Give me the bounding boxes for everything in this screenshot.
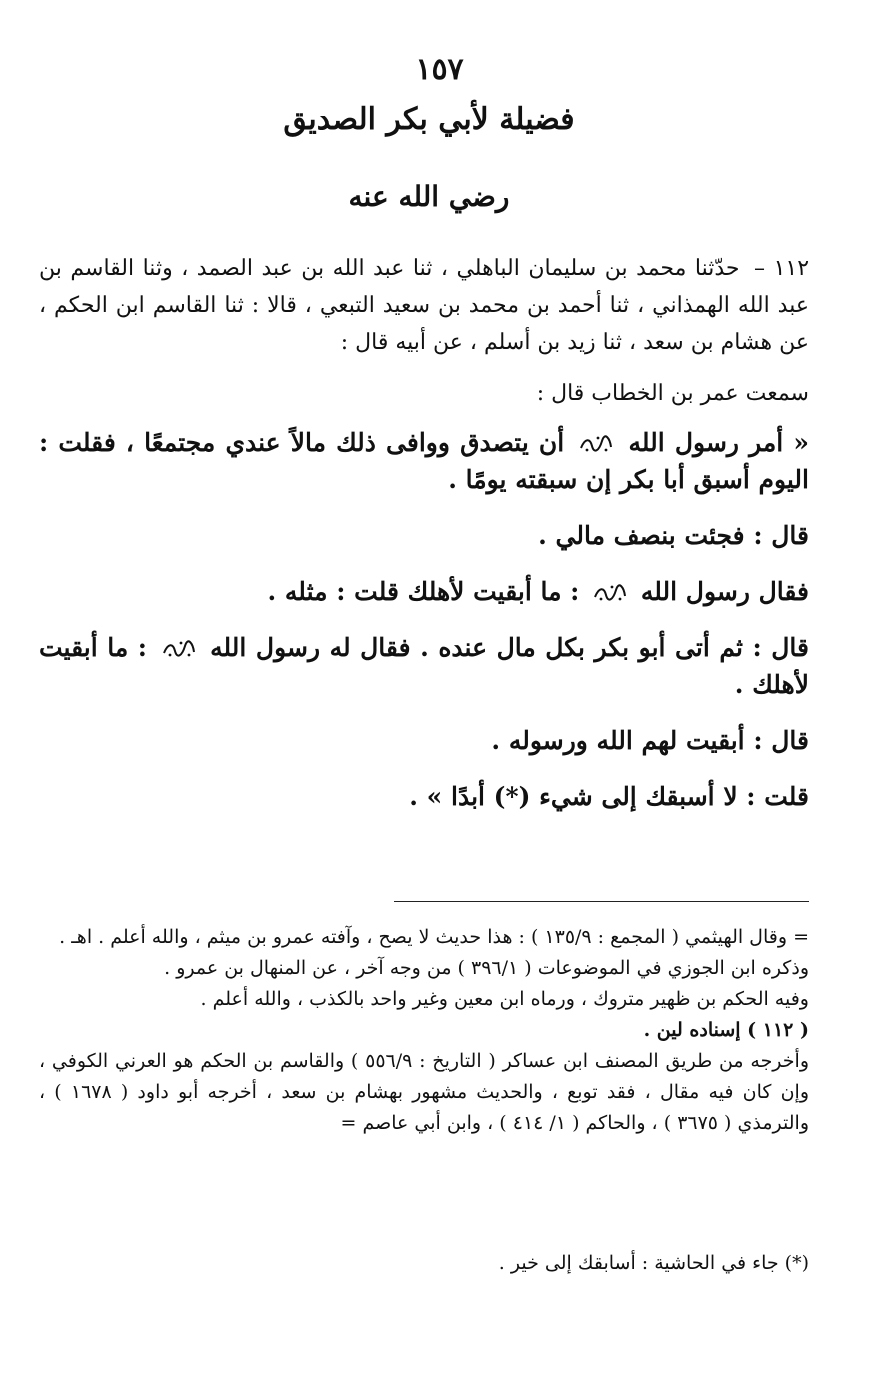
matn-p3-before: فقال رسول الله (640, 577, 809, 606)
salla-ligature-icon (592, 583, 628, 603)
matn-paragraph-1 (39, 424, 809, 498)
matn-paragraph-5: قال : أبقيت لهم الله ورسوله . (491, 726, 809, 755)
footnotes (39, 922, 809, 1139)
footnote-line: = وقال الهيثمي ( المجمع : ١٣٥/٩ ) : هذا حديث لا يصح ، وآفته عمرو بن ميثم ، والله أعلم . اهـ . (59, 926, 809, 948)
matn-paragraph-3 (39, 573, 809, 610)
matn-p4-before: قال : ثم أتى أبو بكر بكل مال عنده . فقال له رسول الله (210, 633, 809, 662)
hadith-number: ١١٢ – (754, 256, 810, 281)
salla-ligature-icon (578, 434, 614, 454)
starred-footnote: (*) جاء في الحاشية : أسابقك إلى خير . (498, 1252, 809, 1274)
hadith-intro: سمعت عمر بن الخطاب قال : (536, 381, 809, 406)
matn-p4-after: : ما أبقيت لأهلك . (39, 633, 809, 699)
footnote-line: وفيه الحكم بن ظهير متروك ، ورماه ابن معين وغير واحد بالكذب ، والله أعلم . (200, 988, 809, 1010)
chapter-subtitle: رضي الله عنه (348, 180, 510, 213)
footnote-divider (394, 901, 809, 902)
isnad-text: حدّثنا محمد بن سليمان الباهلي ، ثنا عبد الله بن عبد الصمد ، وثنا القاسم بن عبد الله الهمذاني ، ثنا أحمد بن محمد بن سعيد التبعي ، قالا : ثنا القاسم ابن الحكم ، عن هشام بن سعد ، ثنا زيد بن أسلم ، عن أبيه قال : (39, 256, 809, 355)
matn-paragraph-2: قال : فجئت بنصف مالي . (538, 521, 809, 550)
footnote-line: وذكره ابن الجوزي في الموضوعات ( ٣٩٦/١ ) من وجه آخر ، عن المنهال بن عمرو . (164, 957, 809, 979)
page-number: ١٥٧ (415, 52, 464, 87)
hadith-body (39, 250, 809, 834)
footnote-heading: ( ١١٢ ) إسناده لين . (643, 1019, 809, 1041)
matn-paragraph-4 (39, 629, 809, 703)
matn-p3-after: : ما أبقيت لأهلك قلت : مثله . (267, 577, 580, 606)
matn-p1-after: أن يتصدق ووافى ذلك مالاً عندي مجتمعًا ، فقلت : اليوم أسبق أبا بكر إن سبقته يومًا . (39, 428, 809, 494)
matn-p1-before: « أمر رسول الله (628, 428, 809, 457)
matn-paragraph-6: قلت : لا أسبقك إلى شيء (*) أبدًا » . (409, 782, 809, 811)
chapter-title: فضيلة لأبي بكر الصديق (283, 102, 575, 137)
salla-ligature-icon (161, 639, 197, 659)
hadith-isnad (39, 250, 809, 361)
footnote-line: وأخرجه من طريق المصنف ابن عساكر ( التاريخ : ٥٥٦/٩ ) والقاسم بن الحكم هو العرني الكوفي ، وإن كان فيه مقال ، فقد توبع ، والحديث مشهور بهشام بن سعد ، أخرجه أبو داود ( ١٦٧٨ ) ، والترمذي ( ٣٦٧٥ ) ، والحاكم ( ١/ ٤١٤ ) ، وابن أبي عاصم = (39, 1050, 809, 1134)
